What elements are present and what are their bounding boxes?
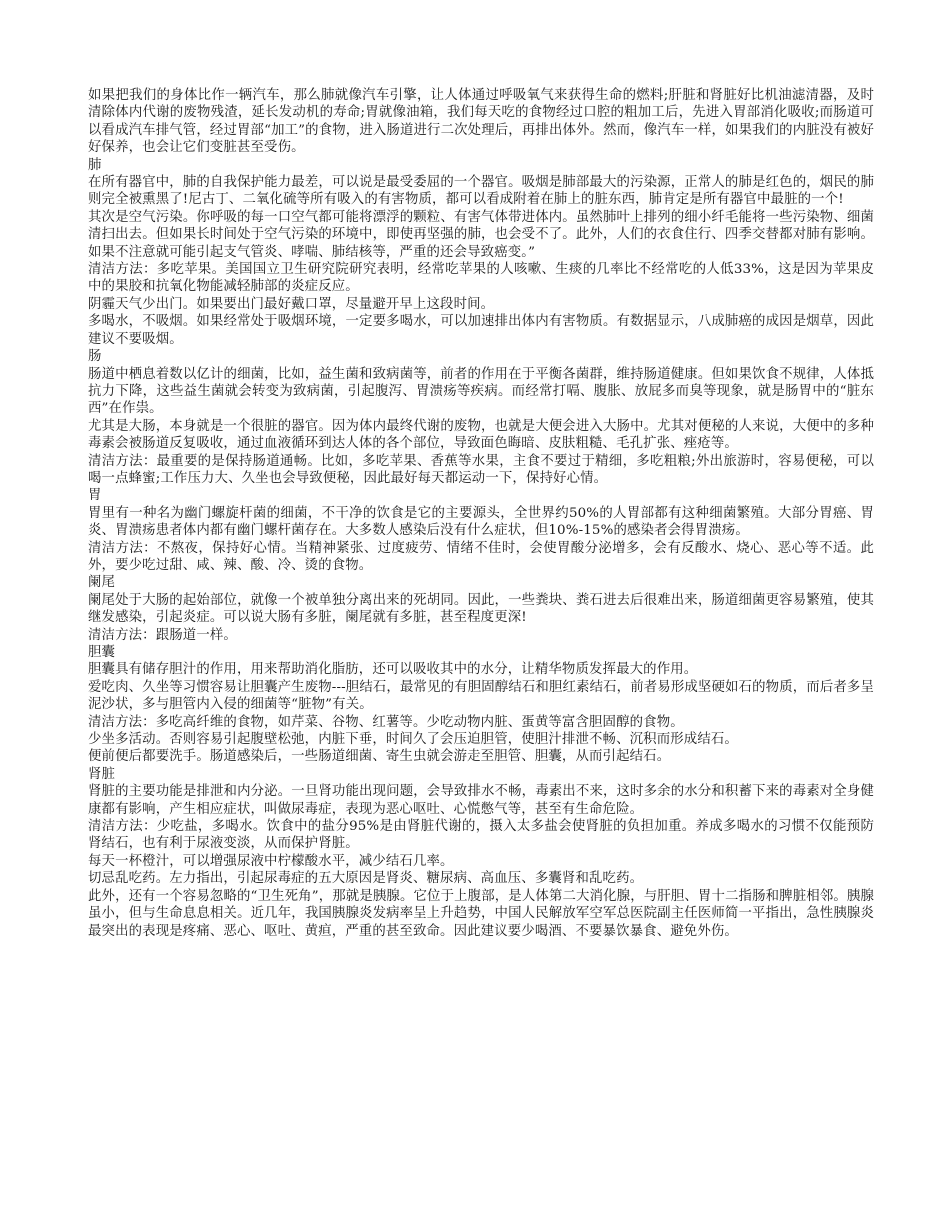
paragraph: 便前便后都要洗手。肠道感染后，一些肠道细菌、寄生虫就会游走至胆管、胆囊，从而引起结石。 — [88, 749, 671, 765]
paragraph: 清洁方法：多吃高纤维的食物，如芹菜、谷物、红薯等。少吃动物内脏、蛋黄等富含胆固醇的食物。 — [88, 714, 684, 730]
paragraph: 每天一杯橙汁，可以增强尿液中柠檬酸水平，减少结石几率。 — [88, 853, 454, 869]
section-heading-intestine: 肠 — [88, 349, 102, 365]
section-heading-gallbladder: 胆囊 — [88, 645, 116, 660]
paragraph: 清洁方法：最重要的是保持肠道通畅。比如，多吃苹果、香蕉等水果，主食不要过于精细，多吃粗粮;外出旅游时，容易便秘，可以喝一点蜂蜜;工作压力大、久坐也会导致便秘，因此最好每天都运动一下，保持好心情。 — [88, 453, 874, 486]
paragraph: 多喝水，不吸烟。如果经常处于吸烟环境，一定要多喝水，可以加速排出体内有害物质。有数据显示，八成肺癌的成因是烟草，因此建议不要吸烟。 — [88, 314, 874, 347]
section-heading-lung: 肺 — [88, 157, 102, 173]
section-heading-appendix: 阑尾 — [88, 575, 116, 591]
paragraph: 清洁方法：跟肠道一样。 — [88, 627, 237, 643]
paragraph: 阑尾处于大肠的起始部位，就像一个被单独分离出来的死胡同。因此，一些粪块、粪石进去后很难出来，肠道细菌更容易繁殖，使其继发感染，引起炎症。可以说大肠有多脏，阑尾就有多脏，甚至程度更深! — [88, 592, 874, 626]
paragraph: 肾脏的主要功能是排泄和内分泌。一旦肾功能出现问题，会导致排水不畅，毒素出不来，这时多余的水分和积蓄下来的毒素对全身健康都有影响，产生相应症状，叫做尿毒症，表现为恶心呕吐、心慌憋气等，甚至有生命危险。 — [88, 784, 874, 817]
paragraph: 尤其是大肠，本身就是一个很脏的器官。因为体内最终代谢的废物，也就是大便会进入大肠中。尤其对便秘的人来说，大便中的多种毒素会被肠道反复吸收，通过血液循环到达人体的各个部位，导致面色晦暗、皮肤粗糙、毛孔扩张、痤疮等。 — [88, 418, 874, 452]
paragraph: 肠道中栖息着数以亿计的细菌，比如，益生菌和致病菌等，前者的作用在于平衡各菌群，维持肠道健康。但如果饮食不规律，人体抵抗力下降，这些益生菌就会转变为致病菌，引起腹泻、胃溃疡等疾病。而经常打嗝、腹胀、放屁多而臭等现象，就是肠胃中的“脏东西”在作祟。 — [88, 366, 874, 417]
paragraph: 清洁方法：多吃苹果。美国国立卫生研究院研究表明，经常吃苹果的人咳嗽、生痰的几率比不经常吃的人低33%，这是因为苹果皮中的果胶和抗氧化物能减轻肺部的炎症反应。 — [88, 262, 874, 295]
paragraph: 爱吃肉、久坐等习惯容易让胆囊产生废物---胆结石，最常见的有胆固醇结石和胆红素结石，前者易形成坚硬如石的物质，而后者多呈泥沙状，多与胆管内入侵的细菌等“脏物”有关。 — [88, 679, 874, 713]
paragraph: 清洁方法：少吃盐，多喝水。饮食中的盐分95%是由肾脏代谢的，摄入太多盐会使肾脏的负担加重。养成多喝水的习惯不仅能预防肾结石，也有利于尿液变淡，从而保护肾脏。 — [88, 819, 874, 852]
intro-paragraph: 如果把我们的身体比作一辆汽车，那么肺就像汽车引擎，让人体通过呼吸氧气来获得生命的燃料;肝脏和肾脏好比机油滤清器，及时清除体内代谢的废物残渣，延长发动机的寿命;胃就像油箱，我们每天吃的食物经过口腔的粗加工后，先进入胃部消化吸收;而肠道可以看成汽车排气管，经过胃部“加工”的食物，进入肠道进行二次处理后，再排出体外。然而，像汽车一样，如果我们的内脏没有被好好保养，也会让它们变脏甚至受伤。 — [88, 88, 874, 156]
document-body — [88, 87, 874, 940]
paragraph: 切忌乱吃药。左力指出，引起尿毒症的五大原因是肾炎、糖尿病、高血压、多囊肾和乱吃药。 — [88, 871, 644, 887]
paragraph: 少坐多活动。否则容易引起腹壁松弛，内脏下垂，时间久了会压迫胆管，使胆汁排泄不畅、沉积而形成结石。 — [88, 732, 738, 748]
paragraph: 清洁方法：不熬夜，保持好心情。当精神紧张、过度疲劳、情绪不佳时，会使胃酸分泌增多，会有反酸水、烧心、恶心等不适。此外，要少吃过甜、咸、辣、酸、冷、烫的食物。 — [88, 540, 874, 573]
paragraph: 其次是空气污染。你呼吸的每一口空气都可能将漂浮的颗粒、有害气体带进体内。虽然肺叶上排列的细小纤毛能将一些污染物、细菌清扫出去。但如果长时间处于空气污染的环境中，即使再坚强的肺，也会受不了。此外，人们的衣食住行、四季交替都对肺有影响。如果不注意就可能引起支气管炎、哮喘、肺结核等，严重的还会导致癌变。” — [88, 209, 874, 260]
section-heading-stomach: 胃 — [88, 488, 102, 504]
section-heading-kidney: 肾脏 — [88, 766, 116, 782]
paragraph: 胃里有一种名为幽门螺旋杆菌的细菌，不干净的饮食是它的主要源头，全世界约50%的人胃部都有这种细菌繁殖。大部分胃癌、胃炎、胃溃疡患者体内都有幽门螺杆菌存在。大多数人感染后没有什么症状，但10%-15%的感染者会得胃溃疡。 — [88, 505, 874, 539]
paragraph: 阴霾天气少出门。如果要出门最好戴口罩，尽量避开早上这段时间。 — [88, 296, 495, 312]
paragraph: 在所有器官中，肺的自我保护能力最差，可以说是最受委屈的一个器官。吸烟是肺部最大的污染源，正常人的肺是红色的，烟民的肺则完全被熏黑了!尼古丁、二氧化硫等所有吸入的有害物质，都可以看成附着在肺上的脏东西，肺肯定是所有器官中最脏的一个! — [88, 175, 874, 208]
paragraph: 胆囊具有储存胆汁的作用，用来帮助消化脂肪，还可以吸收其中的水分，让精华物质发挥最大的作用。 — [88, 662, 698, 678]
closing-paragraph: 此外，还有一个容易忽略的“卫生死角”，那就是胰腺。它位于上腹部，是人体第二大消化腺，与肝胆、胃十二指肠和脾脏相邻。胰腺虽小，但与生命息息相关。近几年，我国胰腺炎发病率呈上升趋势，中国人民解放军空军总医院副主任医师简一平指出，急性胰腺炎最突出的表现是疼痛、恶心、呕吐、黄疸，严重的甚至致命。因此建议要少喝酒、不要暴饮暴食、避免外伤。 — [88, 888, 874, 939]
